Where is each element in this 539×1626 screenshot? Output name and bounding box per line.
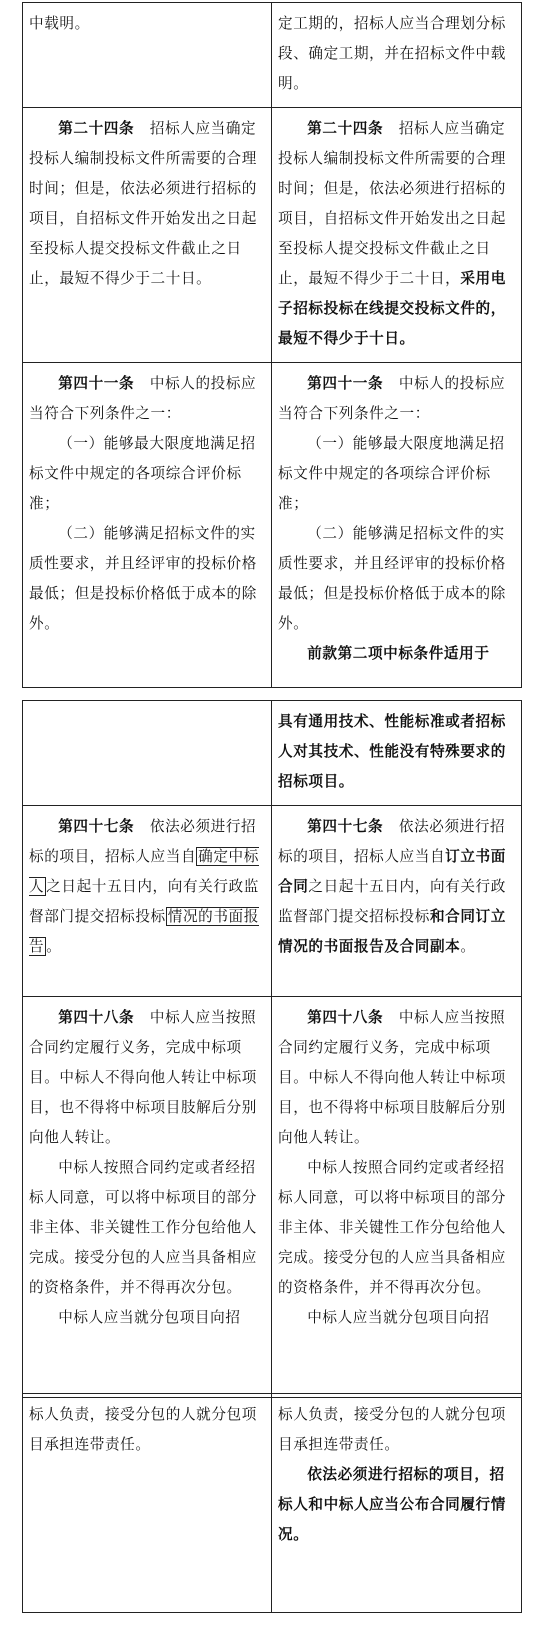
article-text: 中标人的投标应当符合下列条件之一： [278,375,506,422]
article-paragraph [29,1003,267,1153]
amended-text: 前款第二项中标条件适用于 [307,645,490,662]
amended-text: 和合同订立情况的书面报告及合同副本 [278,908,506,955]
article-text: 中标人应当按照合同约定履行义务，完成中标项目。中标人不得向他人转让中标项目，也不得将中标项目肢解后分别向他人转让。 [29,1009,257,1146]
table-row [23,701,522,806]
article-paragraph [29,369,267,429]
article-number: 第二十四条 [307,120,384,137]
table-cell-new [272,363,522,688]
article-text: 招标人应当确定投标人编制投标文件所需要的合理时间；但是，依法必须进行招标的项目，自招标文件开始发出之日起至投标人提交投标文件截止之日止，最短不得少于二十日。 [29,120,257,287]
table-cell-old [23,806,272,997]
table-row [23,1394,522,1613]
paragraph: 中标人按照合同约定或者经招标人同意，可以将中标项目的部分非主体、非关键性工作分包给他人完成。接受分包的人应当具备相应的资格条件，并不得再次分包。 [278,1159,506,1296]
article-number: 第四十八条 [307,1009,384,1026]
paragraph: 定工期的，招标人应当合理划分标段、确定工期，并在招标文件中载明。 [278,15,506,92]
article-paragraph [29,114,267,294]
marked-text: 情况的书面报告 [29,908,259,955]
amended-text: 订立书面合同 [278,848,506,895]
article-number: 第四十七条 [58,818,135,835]
list-item: （二）能够满足招标文件的实质性要求，并且经评审的投标价格最低；但是投标价格低于成本的除外。 [29,525,257,632]
comparison-table-2 [22,700,522,1398]
article-text: 依法必须进行招标的项目，招标人应当自 [278,818,506,865]
article-text: 。 [46,938,62,955]
article-text: 。 [460,938,476,955]
table-row [23,3,522,108]
paragraph: 中标人应当就分包项目向招 [58,1309,241,1326]
table-cell-new [272,806,522,997]
amended-text: 具有通用技术、性能标准或者招标人对其技术、性能没有特殊要求的招标项目。 [278,713,506,790]
paragraph: 中标人按照合同约定或者经招标人同意，可以将中标项目的部分非主体、非关键性工作分包给他人完成。接受分包的人应当具备相应的资格条件，并不得再次分包。 [29,1159,257,1296]
article-text: 之日起十五日内，向有关行政监督部门提交招标投标 [278,878,506,925]
list-item: （二）能够满足招标文件的实质性要求，并且经评审的投标价格最低；但是投标价格低于成本的除外。 [278,525,506,632]
article-number: 第四十七条 [307,818,384,835]
amended-text: 采用电子招标投标在线提交投标文件的，最短不得少于十日。 [278,270,506,347]
article-paragraph [278,812,517,962]
article-text: 之日起十五日内，向有关行政监督部门提交招标投标 [29,878,259,925]
table-cell-old [23,997,272,1398]
paragraph: 中载明。 [29,15,90,32]
table-row [23,806,522,997]
table-cell-new [272,3,522,108]
table-cell-new [272,1394,522,1613]
table-cell-new [272,997,522,1398]
list-item: （一）能够最大限度地满足招标文件中规定的各项综合评价标准； [29,435,256,512]
table-row [23,997,522,1398]
article-paragraph [29,812,267,962]
table-cell-new [272,108,522,363]
article-number: 第二十四条 [58,120,135,137]
article-paragraph [278,1003,517,1153]
table-row [23,363,522,688]
article-text: 招标人应当确定投标人编制投标文件所需要的合理时间；但是，依法必须进行招标的项目，自招标文件开始发出之日起至投标人提交投标文件截止之日止，最短不得少于二十日， [278,120,506,287]
article-text: 中标人应当按照合同约定履行义务，完成中标项目。中标人不得向他人转让中标项目，也不得将中标项目肢解后分别向他人转让。 [278,1009,506,1146]
marked-text: 确定中标人 [29,848,259,895]
comparison-table-1 [22,2,522,688]
table-cell-new [272,701,522,806]
article-number: 第四十八条 [58,1009,135,1026]
paragraph: 标人负责，接受分包的人就分包项目承担连带责任。 [29,1406,257,1453]
article-paragraph [278,114,517,354]
article-text: 中标人的投标应当符合下列条件之一： [29,375,257,422]
table-cell-old [23,1394,272,1613]
table-cell-old [23,108,272,363]
table-cell-old [23,3,272,108]
article-number: 第四十一条 [307,375,384,392]
paragraph: 中标人应当就分包项目向招 [307,1309,490,1326]
comparison-table-3 [22,1393,522,1613]
table-row [23,108,522,363]
article-paragraph [278,369,517,429]
paragraph: 标人负责，接受分包的人就分包项目承担连带责任。 [278,1406,506,1453]
list-item: （一）能够最大限度地满足招标文件中规定的各项综合评价标准； [278,435,505,512]
amended-text: 依法必须进行招标的项目，招标人和中标人应当公布合同履行情况。 [278,1466,506,1543]
table-cell-old [23,363,272,688]
article-text: 依法必须进行招标的项目，招标人应当自 [29,818,257,865]
table-cell-old [23,701,272,806]
article-number: 第四十一条 [58,375,135,392]
